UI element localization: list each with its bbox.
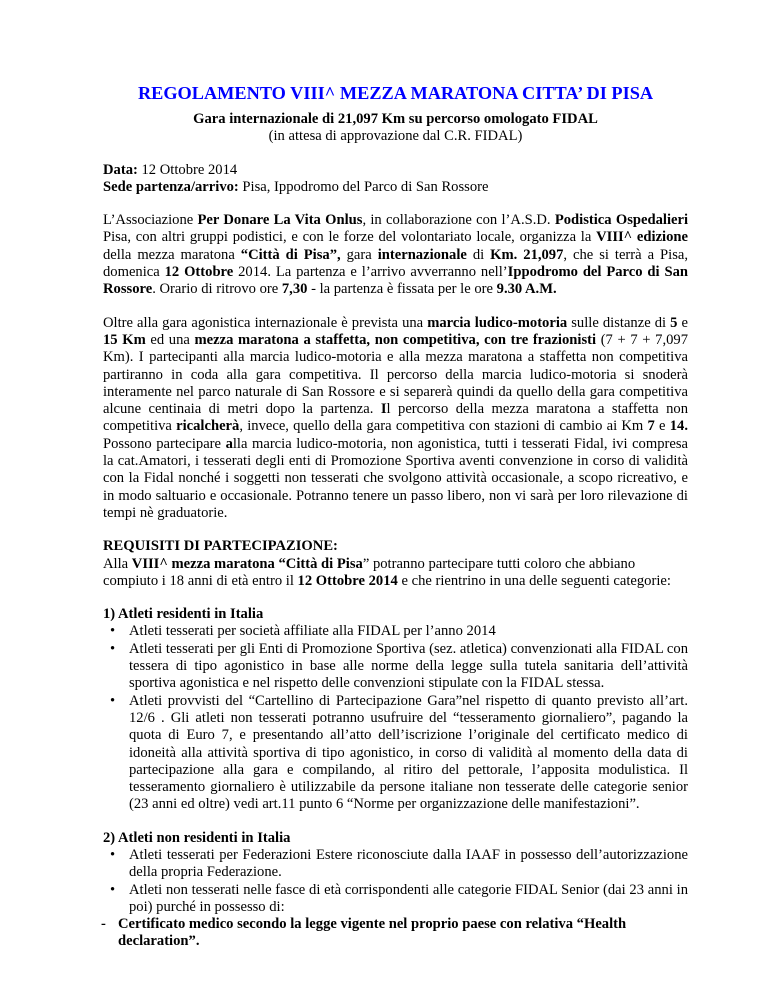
list-item xyxy=(110,846,688,882)
bullet-icon: • xyxy=(110,881,116,898)
section-heading: REQUISITI DI PARTECIPAZIONE: xyxy=(103,538,338,555)
text-run: 2014. La partenza e l’arrivo avverranno nell’ xyxy=(233,264,508,281)
venue-value: Pisa, Ippodromo del Parco di San Rossore xyxy=(238,178,489,195)
section-heading: 1) Atleti residenti in Italia xyxy=(103,606,264,623)
section2-heading xyxy=(103,830,688,847)
bold-run: VIII^ xyxy=(131,555,168,572)
dash-icon: - xyxy=(101,916,106,933)
list-item-text: Atleti tesserati per Federazioni Estere riconosciute dalla IAAF in possesso dell’autorizzazione della propria Federazione. xyxy=(129,846,688,881)
requisiti-paragraph xyxy=(103,556,688,591)
list-item-text: Atleti provvisti del “Cartellino di Partecipazione Gara”nel rispetto di quanto previsto all’art. 12/6 . Gli atleti non tesserati potranno usufruire del “tesseramento giornaliero”, pagando la quota di Euro 7, e presentando all’atto dell’iscrizione l’originale del certificato medico di idoneità alla attività sportiva di tipo agonistico, in corso di validità al momento della data di partecipazione alla gara e compilando, al ritiro del pettorale, l’apposita modulistica. Il tesseramento giornaliero è utilizzabile da persone italiane non tesserate delle categorie senior (23 anni ed oltre) vedi art.11 punto 6 “Norme per organizzazione delle manifestazioni”. xyxy=(129,692,688,813)
text-run: ” potranno partecipare tutti coloro che abbiano compiuto i 18 anni di età entro il xyxy=(103,555,636,589)
document-title: REGOLAMENTO VIII^ MEZZA MARATONA CITTA’ DI PISA xyxy=(137,83,654,103)
races-paragraph xyxy=(103,315,688,523)
section1-heading xyxy=(103,606,688,623)
intro-paragraph xyxy=(103,212,688,298)
bullet-icon: • xyxy=(110,846,116,863)
requisiti-heading xyxy=(103,538,688,555)
text-run: Oltre alla gara agonistica internazionale è prevista una xyxy=(103,314,428,331)
text-run: e xyxy=(654,418,670,435)
text-run: (7 + 7 + 7,097 Km). I partecipanti alla marcia ludico-motoria e alla mezza maratona a staffetta non competitiva partiranno in coda alla gara competitiva. Il percorso della marcia ludico-motoria si snoderà interamente nel parco naturale di San Rossore e si separerà quindi da quello della gara competitiva alcune centinaia di metri dopo la partenza. xyxy=(103,331,688,418)
text-run: della mezza maratona xyxy=(103,246,241,263)
bold-run: I xyxy=(380,401,387,418)
text-run: L’Associazione xyxy=(103,212,198,229)
dash-list-item xyxy=(103,916,688,951)
text-run: e xyxy=(677,314,688,331)
venue-line xyxy=(103,179,688,196)
text-run: lla marcia ludico-motoria, non agonistica, tutti i tesserati Fidal, ivi compresa la cat.Amatori, i tesserati degli enti di Promozione Sportiva aventi convenzione in corso di validità con la Fidal nonché i soggetti non tesserati che svolgono attività occasionale, a scopo ricreativo, e in modo saltuario e occasionale. Potranno tenere un passo libero, non vi sarà per loro rilevazione di tempi nè graduatorie. xyxy=(103,435,688,521)
text-run: Pisa, con altri gruppi podistici, e con le forze del volontariato locale, organizza la xyxy=(103,229,597,246)
race-name: “Città di Pisa”, xyxy=(240,246,341,263)
bullet-icon: • xyxy=(110,623,116,640)
section2-list xyxy=(103,847,688,916)
subtitle-race-info: Gara internazionale di 21,097 Km su percorso omologato FIDAL xyxy=(193,111,598,127)
meeting-time: 7,30 xyxy=(281,281,308,298)
bold-run: 14. xyxy=(669,418,688,435)
bold-run: 15 Km xyxy=(103,331,146,348)
bold-run: mezza maratona a staffetta, non competitiva, con tre frazionisti xyxy=(194,331,597,348)
text-run: gara xyxy=(340,246,378,263)
list-item xyxy=(110,623,688,640)
list-item-text: Atleti tesserati per società affiliate alla FIDAL per l’anno 2014 xyxy=(129,623,496,640)
text-run: Alla xyxy=(103,555,132,572)
text-run: , che si terrà a Pisa, domenica xyxy=(103,246,688,281)
section-heading: 2) Atleti non residenti in Italia xyxy=(103,829,291,846)
bold-run: ricalcherà xyxy=(176,418,240,435)
venue-label: Sede partenza/arrivo: xyxy=(103,178,239,195)
bullet-icon: • xyxy=(110,692,116,709)
partner-name: Podistica Ospedalieri xyxy=(554,212,689,229)
section1-list xyxy=(103,623,688,813)
bold-run: 5 xyxy=(670,314,678,331)
text-run: . Orario di ritrovo ore xyxy=(152,281,282,298)
text-run: sulle distanze di xyxy=(567,314,671,331)
text-run: - la partenza è fissata per le ore xyxy=(307,281,497,298)
race-distance: Km. 21,097 xyxy=(490,246,564,263)
text-run: Possono partecipare xyxy=(103,435,226,452)
subtitle-approval-note: (in attesa di approvazione dal C.R. FIDAL) xyxy=(268,128,523,145)
edition: VIII^ edizione xyxy=(596,229,688,246)
text-run: di xyxy=(466,246,491,263)
subtitle xyxy=(103,111,688,146)
list-item-text: Atleti non tesserati nelle fasce di età corrispondenti alle categorie FIDAL Senior (dai 23 anni in poi) purché in possesso di: xyxy=(129,881,688,915)
text-run: l percorso della mezza maratona a staffetta non competitiva xyxy=(103,401,688,435)
race-date: 12 Ottobre xyxy=(164,264,234,281)
date-value: 12 Ottobre 2014 xyxy=(137,161,238,178)
start-time: 9.30 A.M. xyxy=(496,281,557,298)
list-item xyxy=(110,881,688,917)
text-run: , invece, quello della gara competitiva con stazioni di cambio ai Km xyxy=(239,418,648,435)
bold-run: marcia ludico-motoria xyxy=(427,314,568,331)
date-line xyxy=(103,162,688,179)
list-item xyxy=(110,640,688,693)
list-item xyxy=(110,692,688,814)
bullet-icon: • xyxy=(110,640,116,657)
list-item-text: Certificato medico secondo la legge vigente nel proprio paese con relativa “Health declaration”. xyxy=(118,916,627,950)
text-run: e che rientrino in una delle seguenti categorie: xyxy=(397,572,671,589)
text-run: ed una xyxy=(145,331,195,348)
list-item-text: Atleti tesserati per gli Enti di Promozione Sportiva (sez. atletica) convenzionati alla FIDAL con tessera di tipo agonistico in base alle norme della legge sulla tutela sanitaria dell’attività sportiva agonistica e nel rispetto delle convenzioni stipulate con la FIDAL stessa. xyxy=(129,640,688,692)
race-venue: Ippodromo del Parco di San Rossore xyxy=(103,264,688,298)
date-label: Data: xyxy=(103,161,138,178)
bold-run: a xyxy=(225,435,233,452)
bold-run: 7 xyxy=(647,418,655,435)
bold-run: 12 Ottobre 2014 xyxy=(297,572,398,589)
bold-run: mezza maratona “Città di Pisa xyxy=(171,555,363,572)
text-run: , in collaborazione con l’A.S.D. xyxy=(362,212,555,229)
organizer-name: Per Donare La Vita Onlus xyxy=(197,212,363,229)
race-type: internazionale xyxy=(377,246,467,263)
